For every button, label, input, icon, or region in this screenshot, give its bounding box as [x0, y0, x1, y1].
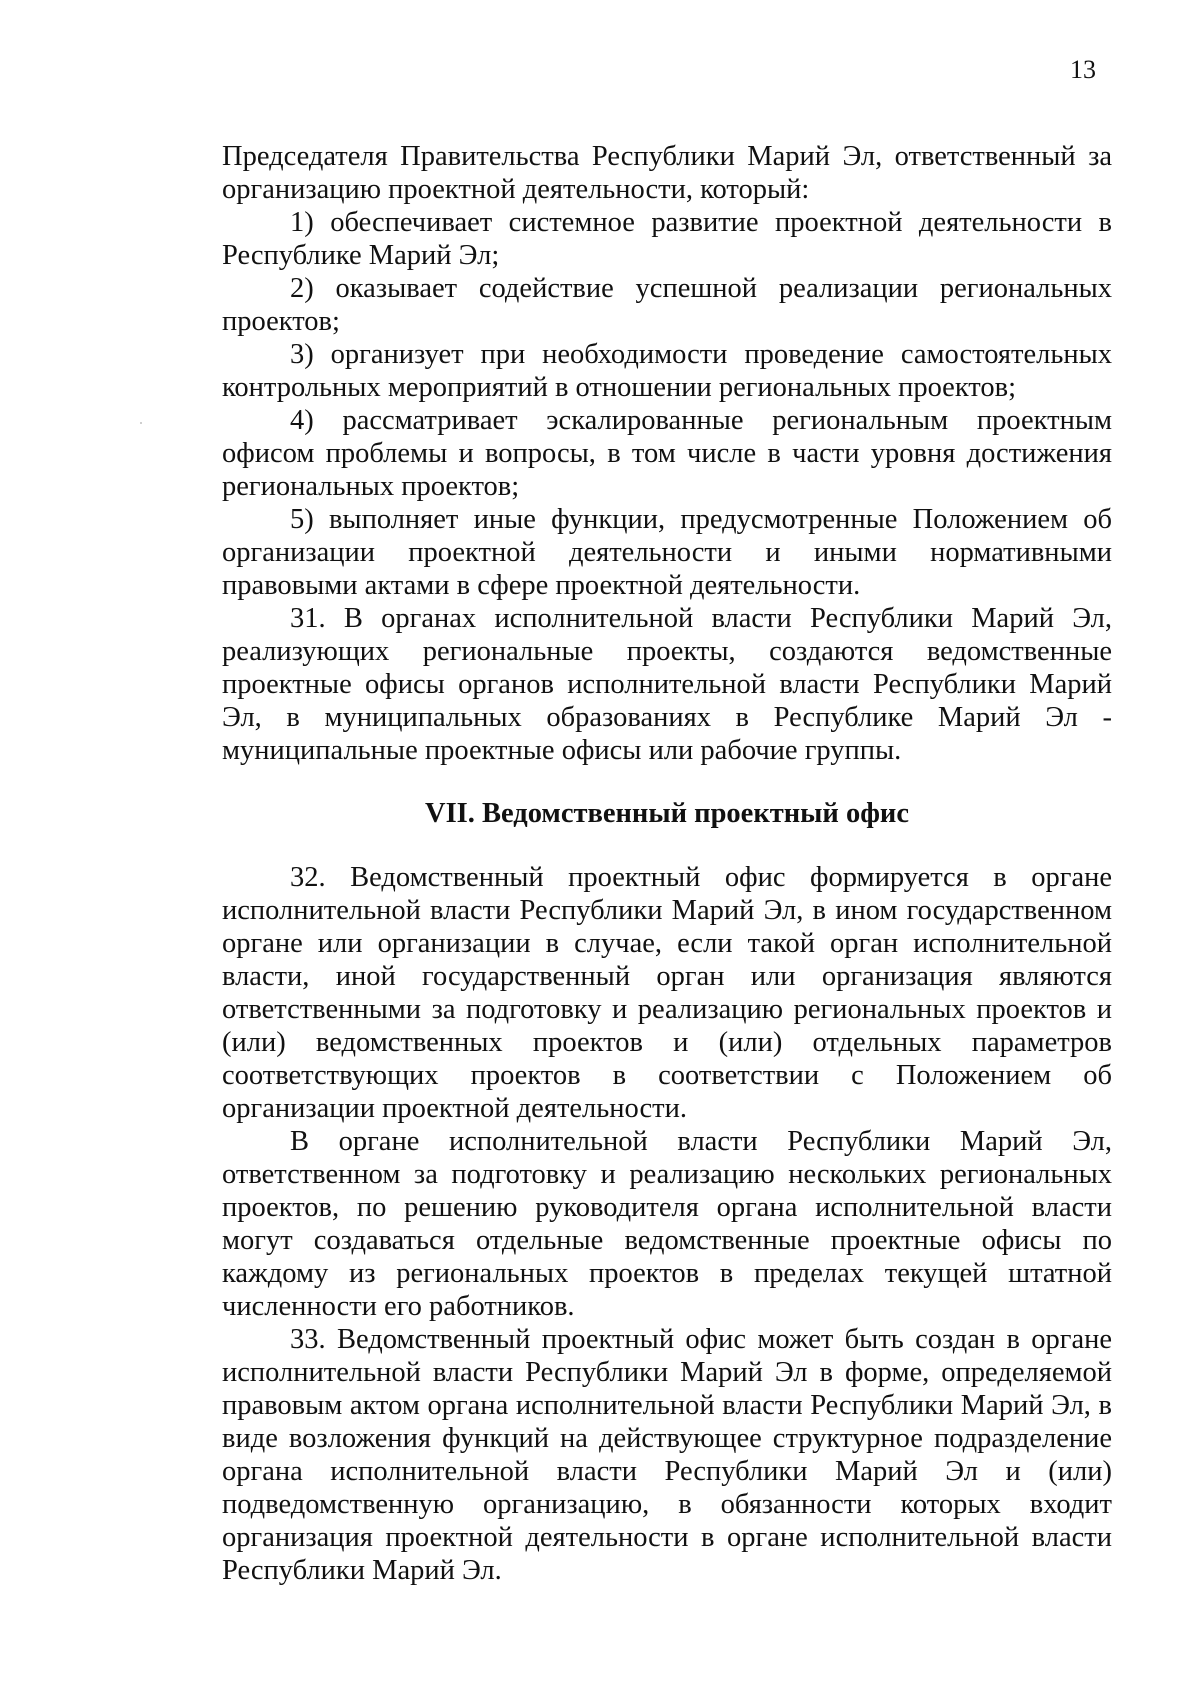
- clause-32-part-2: В органе исполнительной власти Республики Марий Эл, ответственном за подготовку и реализацию нескольких региональных проектов, по решению руководителя органа исполнительной власти могут создаваться отдельные ведомственные проектные офисы по каждому из региональных проектов в пределах текущей штатной численности его работников.: [222, 1126, 1112, 1322]
- page-number: 13: [1070, 55, 1096, 84]
- clause-32: 32. Ведомственный проектный офис формируется в органе исполнительной власти Республики Марий Эл, в ином государственном органе или организации в случае, если такой орган исполнительной власти, иной государственный орган или организация являются ответственными за подготовку и реализацию региональных проектов и (или) ведомственных проектов и (или) отдельных параметров соответствующих проектов в соответствии с Положением об организации проектной деятельности.: [222, 862, 1112, 1124]
- scan-speck: [140, 422, 142, 424]
- clause-31: 31. В органах исполнительной власти Республики Марий Эл, реализующих региональные проекты, создаются ведомственные проектные офисы органов исполнительной власти Республики Марий Эл, в муниципальных образованиях в Республике Марий Эл - муниципальные проектные офисы или рабочие группы.: [222, 603, 1112, 766]
- clause-33: 33. Ведомственный проектный офис может быть создан в органе исполнительной власти Республики Марий Эл в форме, определяемой правовым актом органа исполнительной власти Республики Марий Эл, в виде возложения функций на действующее структурное подразделение органа исполнительной власти Республики Марий Эл и (или) подведомственную организацию, в обязанности которых входит организация проектной деятельности в органе исполнительной власти Республики Марий Эл.: [222, 1324, 1112, 1586]
- list-item-4: 4) рассматривает эскалированные региональным проектным офисом проблемы и вопросы, в том числе в части уровня достижения региональных проектов;: [222, 405, 1112, 502]
- list-item-1: 1) обеспечивает системное развитие проектной деятельности в Республике Марий Эл;: [222, 207, 1112, 271]
- list-item-5: 5) выполняет иные функции, предусмотренные Положением об организации проектной деятельности и иными нормативными правовыми актами в сфере проектной деятельности.: [222, 504, 1112, 601]
- list-item-2: 2) оказывает содействие успешной реализации региональных проектов;: [222, 273, 1112, 337]
- list-item-3: 3) организует при необходимости проведение самостоятельных контрольных мероприятий в отношении региональных проектов;: [222, 339, 1112, 403]
- document-body: [222, 140, 1112, 1587]
- section-heading: VII. Ведомственный проектный офис: [424, 798, 909, 829]
- paragraph-continuation: Председателя Правительства Республики Марий Эл, ответственный за организацию проектной деятельности, который:: [222, 141, 1112, 205]
